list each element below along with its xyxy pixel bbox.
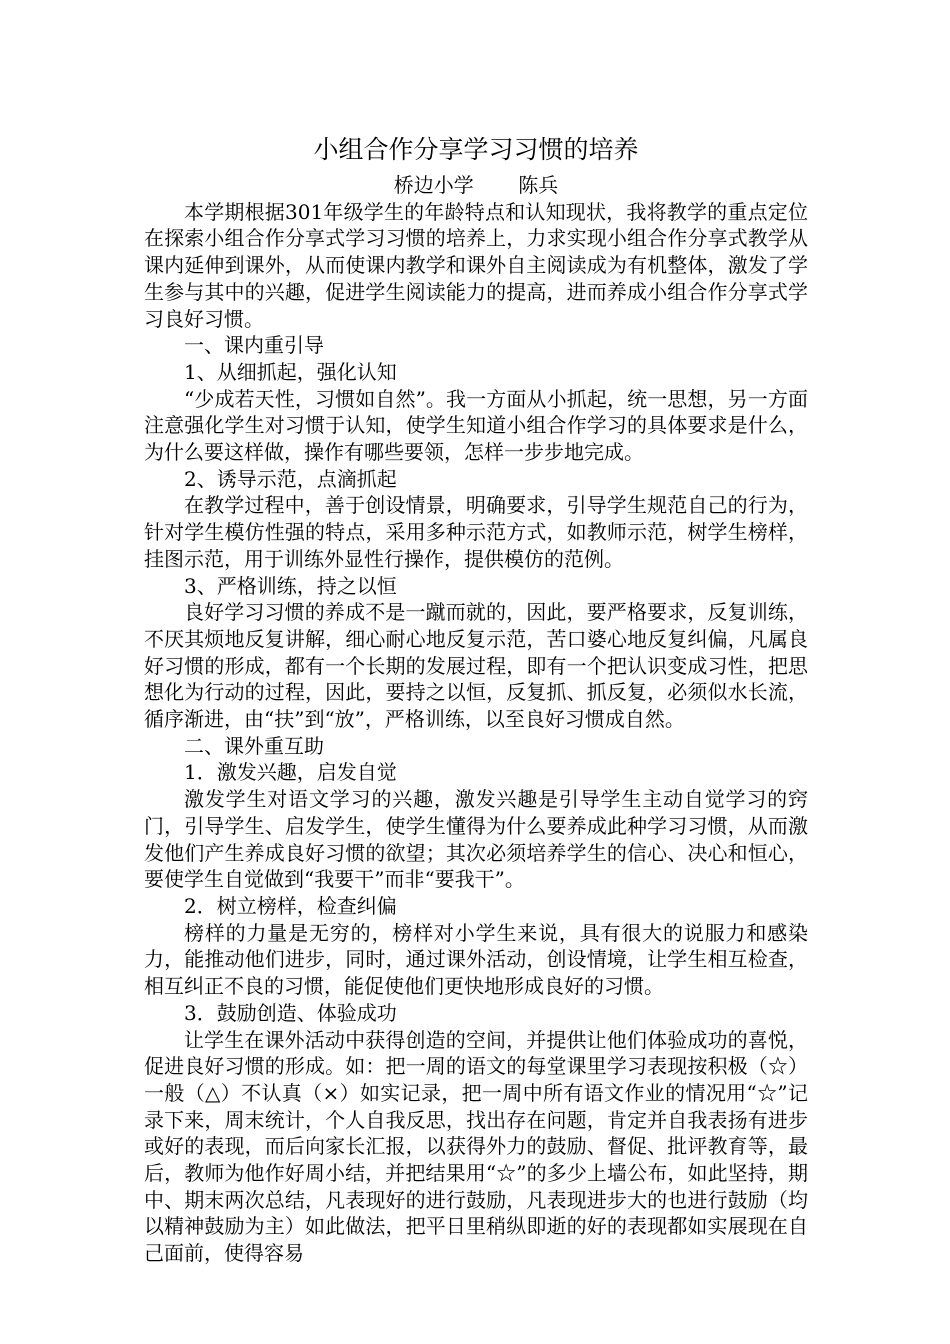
subsection-paragraph: “少成若天性，习惯如自然”。我一方面从小抓起，统一思想，另一方面注意强化学生对习惯于认知，使学生知道小组合作学习的具体要求是什么，为什么要这样做，操作有哪些要领，怎样一步步地完成。	[144, 386, 808, 465]
school-name: 桥边小学	[393, 173, 474, 197]
subsection-paragraph: 良好学习习惯的养成不是一蹴而就的，因此，要严格要求，反复训练，不厌其烦地反复讲解，细心耐心地反复示范，苦口婆心地反复纠偏，凡属良好习惯的形成，都有一个长期的发展过程，即有一个把认识变成习性，把思想化为行动的过程，因此，要持之以恒，反复抓、抓反复，必须似水长流，循序渐进，由“扶”到“放”，严格训练，以至良好习惯成自然。	[144, 600, 808, 732]
author-name: 陈兵	[518, 173, 559, 197]
byline	[144, 172, 808, 199]
subsection-heading: 3．鼓励创造、体验成功	[184, 1000, 397, 1025]
subsection-heading: 1、从细抓起，强化认知	[184, 359, 397, 384]
subsection-paragraph: 激发学生对语文学习的兴趣，激发兴趣是引导学生主动自觉学习的窍门，引导学生、启发学生，使学生懂得为什么要养成此种学习习惯，从而激发他们产生养成良好习惯的欲望；其次必须培养学生的信心、决心和恒心，要使学生自觉做到“我要干”而非“要我干”。	[144, 787, 808, 892]
document-title: 小组合作分享学习习惯的培养	[313, 135, 639, 164]
subsection-heading: 1．激发兴趣，启发自觉	[184, 760, 397, 785]
subsection-heading: 2．树立榜样，检查纠偏	[184, 893, 397, 918]
section-heading: 一、课内重引导	[184, 333, 324, 358]
subsection-paragraph: 榜样的力量是无穷的，榜样对小学生来说，具有很大的说服力和感染力，能推动他们进步，同时，通过课外活动，创设情境，让学生相互检查，相互纠正不良的习惯，能促使他们更快地形成良好的习惯。	[144, 920, 808, 999]
section-heading: 二、课外重互助	[184, 733, 324, 758]
document-page	[144, 134, 808, 1267]
subsection-heading: 2、诱导示范，点滴抓起	[184, 466, 397, 491]
intro-paragraph: 本学期根据301年级学生的年龄特点和认知现状，我将教学的重点定位在探索小组合作分享式学习习惯的培养上，力求实现小组合作分享式教学从课内延伸到课外，从而使课内教学和课外自主阅读成为有机整体，激发了学生参与其中的兴趣，促进学生阅读能力的提高，进而养成小组合作分享式学习良好习惯。	[144, 199, 808, 331]
subsection-heading: 3、严格训练，持之以恒	[184, 573, 397, 598]
subsection-paragraph: 让学生在课外活动中获得创造的空间，并提供让他们体验成功的喜悦，促进良好习惯的形成。如：把一周的语文的每堂课里学习表现按积极（☆）一般（△）不认真（×）如实记录，把一周中所有语文作业的情况用“☆”记录下来，周末统计，个人自我反思，找出存在问题，肯定并自我表扬有进步或好的表现，而后向家长汇报，以获得外力的鼓励、督促、批评教育等，最后，教师为他作好周小结，并把结果用“☆”的多少上墙公布，如此坚持，期中、期末两次总结，凡表现好的进行鼓励，凡表现进步大的也进行鼓励（均以精神鼓励为主）如此做法，把平日里稍纵即逝的好的表现都如实展现在自己面前，使得容易	[144, 1027, 808, 1266]
subsection-paragraph: 在教学过程中，善于创设情景，明确要求，引导学生规范自己的行为，针对学生模仿性强的特点，采用多种示范方式，如教师示范，树学生榜样，挂图示范，用于训练外显性行操作，提供模仿的范例。	[144, 493, 808, 571]
